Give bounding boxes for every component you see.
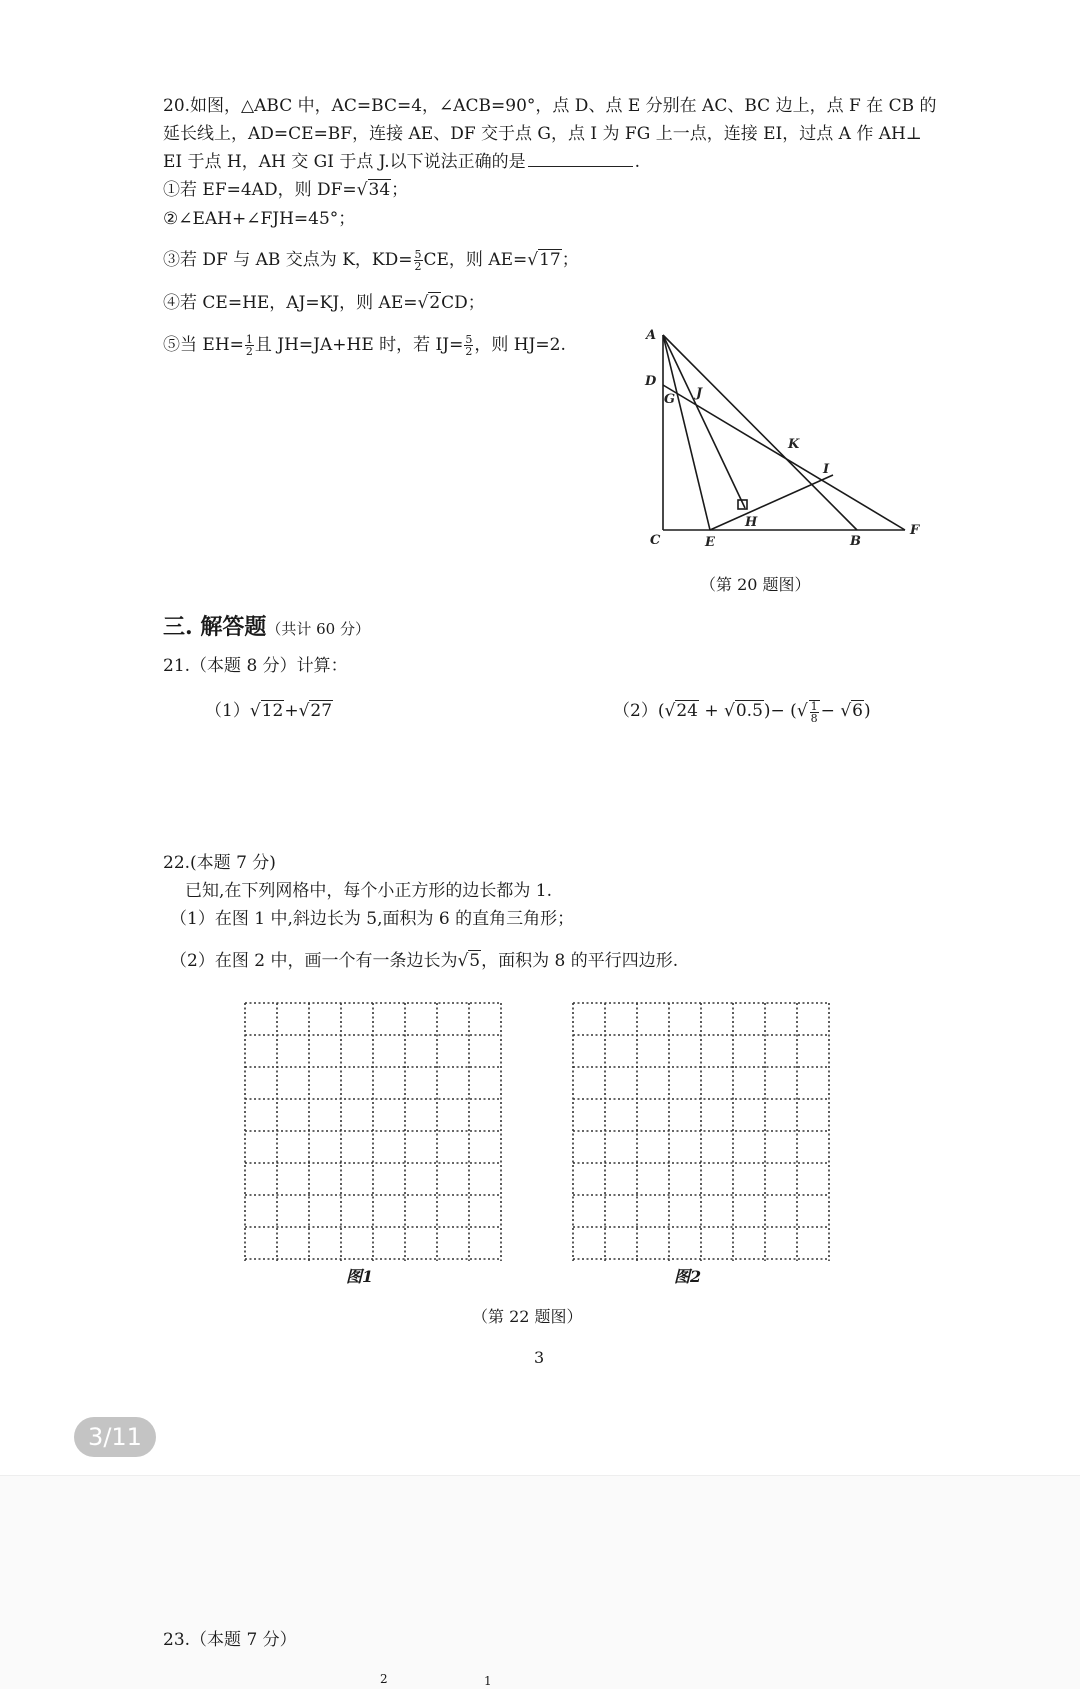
page-indicator[interactable]: 3/11	[74, 1417, 156, 1457]
q22-line3: （2）在图 2 中，画一个有一条边长为√5，面积为 8 的平行四边形.	[170, 951, 679, 971]
q22-line2: （1）在图 1 中,斜边长为 5,面积为 6 的直角三角形；	[170, 909, 575, 929]
q23-fragment: 1	[484, 1674, 492, 1688]
point-label: J	[696, 386, 703, 401]
q21-part2: （2）(√24 + √0.5)− (√ $\frac{1}{8}$ − √6)	[613, 699, 871, 725]
q20-caption: （第 20 题图）	[700, 575, 811, 594]
point-label: A	[646, 328, 657, 343]
q20-option-3: ③若 DF 与 AB 交点为 K，KD= $\frac{5}{2}$ CE，则 AE=√17；	[163, 248, 579, 273]
q20-line3: EI 于点 H，AH 交 GI 于点 J.以下说法正确的是 .	[163, 148, 640, 176]
q20-figure	[640, 322, 930, 552]
grid-2-label: 图2	[674, 1267, 702, 1286]
figure-lines	[663, 335, 905, 530]
point-label: H	[745, 515, 758, 530]
grid-1-label: 图1	[346, 1267, 374, 1286]
point-label: F	[910, 523, 920, 538]
q22-head: 22.(本题 7 分)	[163, 853, 276, 873]
q21-head: 21.（本题 8 分）计算：	[163, 656, 348, 676]
q21-part1: （1）√12+√27	[205, 701, 333, 721]
point-label: E	[705, 535, 715, 550]
q20-option-2: ②∠EAH+∠FJH=45°；	[163, 209, 356, 229]
grid-figure-1	[240, 998, 510, 1268]
grid-figure-2	[568, 998, 838, 1268]
q23-head: 23.（本题 7 分）	[163, 1630, 297, 1650]
q22-caption: （第 22 题图）	[472, 1307, 583, 1326]
q23-fragment: 2	[380, 1672, 388, 1686]
q20-line1: 20.如图，△ABC 中，AC=BC=4，∠ACB=90°，点 D、点 E 分别在 AC、BC 边上，点 F 在 CB 的	[163, 96, 937, 116]
q20-line2: 延长线上，AD=CE=BF，连接 AE、DF 交于点 G，点 I 为 FG 上一点，连接 EI，过点 A 作 AH⊥	[163, 124, 922, 144]
point-label: B	[850, 534, 861, 549]
next-page	[0, 1475, 1080, 1689]
point-label: I	[823, 462, 830, 477]
answer-blank	[528, 148, 633, 167]
q20-option-5: ⑤当 EH= $\frac{1}{2}$ 且 JH=JA+HE 时，若 IJ= $\frac{5}{2}$ ，则 HJ=2.	[163, 333, 566, 358]
page-number: 3	[534, 1348, 545, 1367]
point-label: K	[788, 437, 800, 452]
point-label: C	[650, 533, 661, 548]
q22-line1: 已知,在下列网格中，每个小正方形的边长都为 1.	[185, 881, 553, 901]
q20-option-4: ④若 CE=HE，AJ=KJ，则 AE=√2CD；	[163, 293, 485, 313]
point-label: D	[645, 374, 657, 389]
point-label: G	[664, 392, 676, 407]
q20-option-1: ①若 EF=4AD，则 DF=√34；	[163, 180, 409, 200]
section-title: 三. 解答题（共计 60 分）	[163, 614, 370, 640]
